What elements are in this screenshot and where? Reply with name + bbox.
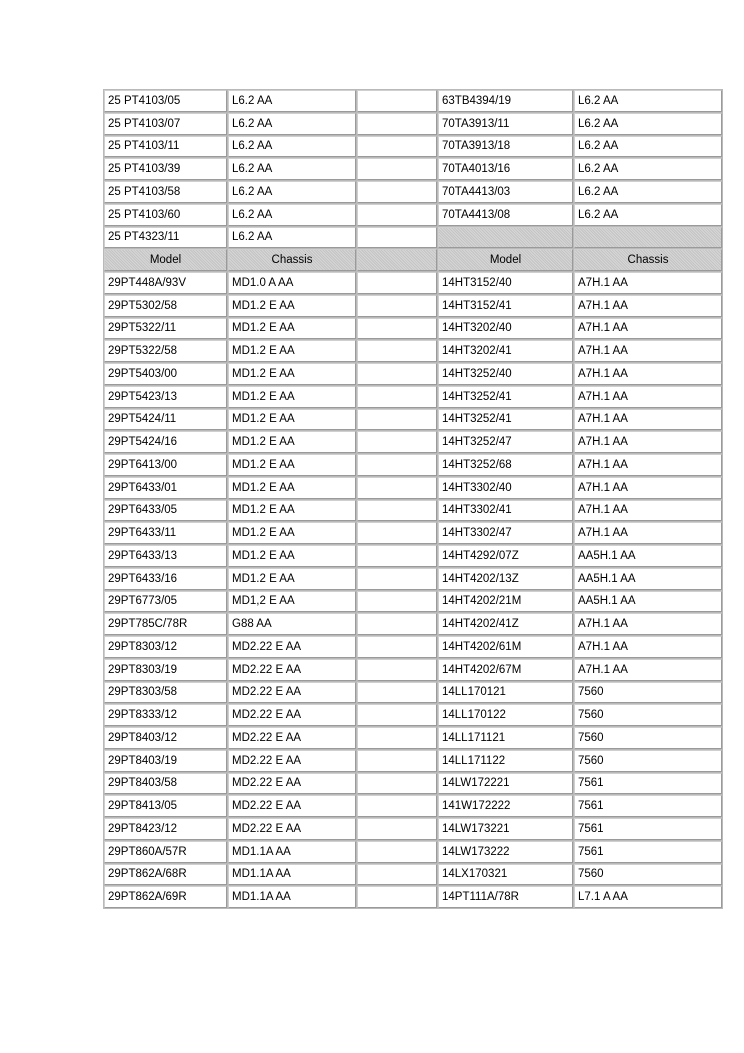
table-cell: AA5H.1 AA — [574, 568, 722, 590]
table-cell: L6.2 AA — [228, 90, 356, 112]
table-cell: 14LL171122 — [438, 750, 573, 772]
table-cell: 14LX170321 — [438, 864, 573, 886]
table-cell: 7561 — [574, 841, 722, 863]
table-cell — [357, 522, 437, 544]
table-row — [104, 454, 722, 476]
table-row — [104, 90, 722, 112]
table-cell: MD2.22 E AA — [228, 704, 356, 726]
table-cell: A7H.1 AA — [574, 318, 722, 340]
table-cell: L6.2 AA — [574, 204, 722, 226]
table-cell: 14HT3252/47 — [438, 431, 573, 453]
table-row — [104, 386, 722, 408]
column-header: Chassis — [228, 249, 356, 271]
table-cell: A7H.1 AA — [574, 636, 722, 658]
table-cell: 29PT5322/11 — [104, 318, 227, 340]
table-cell — [357, 136, 437, 158]
table-cell: MD1.2 E AA — [228, 568, 356, 590]
table-cell: 70TA4413/03 — [438, 181, 573, 203]
table-cell: 70TA4013/16 — [438, 158, 573, 180]
table-cell — [357, 318, 437, 340]
table-cell: L6.2 AA — [228, 204, 356, 226]
table-row — [104, 727, 722, 749]
table-row — [104, 568, 722, 590]
table-row — [104, 500, 722, 522]
table-cell — [357, 409, 437, 431]
table-cell — [357, 545, 437, 567]
table-cell: 7561 — [574, 818, 722, 840]
table-cell: MD2.22 E AA — [228, 636, 356, 658]
table-cell: L6.2 AA — [228, 113, 356, 135]
table-cell — [357, 272, 437, 294]
table-cell: 7560 — [574, 704, 722, 726]
table-cell: 14LW173222 — [438, 841, 573, 863]
table-cell: MD2.22 E AA — [228, 659, 356, 681]
table-row — [104, 841, 722, 863]
table-cell: 14HT4202/13Z — [438, 568, 573, 590]
table-cell: 29PT6433/05 — [104, 500, 227, 522]
table-cell: 14LL170122 — [438, 704, 573, 726]
table-cell: L6.2 AA — [574, 90, 722, 112]
table-cell — [357, 659, 437, 681]
table-cell: 14HT3152/40 — [438, 272, 573, 294]
table-cell — [357, 636, 437, 658]
table-cell: L6.2 AA — [228, 181, 356, 203]
table-cell — [357, 454, 437, 476]
table-row — [104, 295, 722, 317]
table-cell: 7560 — [574, 864, 722, 886]
table-cell — [357, 113, 437, 135]
table-cell — [357, 386, 437, 408]
table-cell: A7H.1 AA — [574, 409, 722, 431]
table-body — [104, 90, 722, 908]
table-cell: 29PT6433/16 — [104, 568, 227, 590]
table-cell — [357, 181, 437, 203]
table-cell — [357, 591, 437, 613]
table-cell: 14HT4292/07Z — [438, 545, 573, 567]
table-row — [104, 613, 722, 635]
table-cell: MD2.22 E AA — [228, 727, 356, 749]
table-cell: 29PT5322/58 — [104, 340, 227, 362]
table-cell: 70TA3913/18 — [438, 136, 573, 158]
table-cell: A7H.1 AA — [574, 295, 722, 317]
table-cell: MD2.22 E AA — [228, 795, 356, 817]
table-row — [104, 591, 722, 613]
table-row — [104, 659, 722, 681]
table-cell — [357, 682, 437, 704]
table-cell: A7H.1 AA — [574, 340, 722, 362]
table-cell — [357, 795, 437, 817]
table-row — [104, 272, 722, 294]
table-cell: L6.2 AA — [574, 181, 722, 203]
table-cell: L6.2 AA — [228, 136, 356, 158]
table-cell: 29PT8403/12 — [104, 727, 227, 749]
table-row — [104, 750, 722, 772]
table-cell — [357, 477, 437, 499]
model-chassis-table — [103, 89, 723, 909]
table-cell — [357, 90, 437, 112]
table-row — [104, 545, 722, 567]
table-cell: 7560 — [574, 750, 722, 772]
table-cell: 63TB4394/19 — [438, 90, 573, 112]
table-row — [104, 704, 722, 726]
table-row — [104, 773, 722, 795]
table-cell — [357, 227, 437, 249]
table-row — [104, 522, 722, 544]
table-cell: 29PT8413/05 — [104, 795, 227, 817]
table-cell: 70TA3913/11 — [438, 113, 573, 135]
table-cell: 14LL170121 — [438, 682, 573, 704]
table-cell: 14HT3302/47 — [438, 522, 573, 544]
table-cell — [357, 886, 437, 908]
table-cell: 29PT8303/19 — [104, 659, 227, 681]
table-cell: MD1.2 E AA — [228, 500, 356, 522]
table-cell: MD1.2 E AA — [228, 386, 356, 408]
table-cell — [357, 613, 437, 635]
table-row — [104, 886, 722, 908]
table-cell: 25 PT4103/60 — [104, 204, 227, 226]
table-row — [104, 227, 722, 249]
table-cell: 14HT3202/41 — [438, 340, 573, 362]
table-cell: 29PT5424/11 — [104, 409, 227, 431]
table-cell: 14HT3202/40 — [438, 318, 573, 340]
table-row — [104, 158, 722, 180]
table-row — [104, 818, 722, 840]
table-cell: 29PT6773/05 — [104, 591, 227, 613]
table-row — [104, 340, 722, 362]
table-cell: 14LL171121 — [438, 727, 573, 749]
table-cell: A7H.1 AA — [574, 522, 722, 544]
table-cell: AA5H.1 AA — [574, 591, 722, 613]
table-row — [104, 682, 722, 704]
table-cell: 7560 — [574, 682, 722, 704]
table-cell — [357, 841, 437, 863]
table-cell: 29PT8333/12 — [104, 704, 227, 726]
table-cell: 14HT3302/41 — [438, 500, 573, 522]
table-cell: A7H.1 AA — [574, 363, 722, 385]
table-row — [104, 204, 722, 226]
table-cell — [357, 340, 437, 362]
table-cell: A7H.1 AA — [574, 272, 722, 294]
table-cell: 29PT5424/16 — [104, 431, 227, 453]
table-cell: 29PT8303/12 — [104, 636, 227, 658]
table-cell: 25 PT4103/11 — [104, 136, 227, 158]
table-cell: L7.1 A AA — [574, 886, 722, 908]
table-row — [104, 181, 722, 203]
table-cell: MD1.2 E AA — [228, 431, 356, 453]
table-cell: 29PT8423/12 — [104, 818, 227, 840]
table-cell — [438, 227, 573, 249]
table-cell: 14HT3302/40 — [438, 477, 573, 499]
table-cell: MD1.2 E AA — [228, 545, 356, 567]
table-cell — [574, 227, 722, 249]
table-cell: 14HT3252/41 — [438, 409, 573, 431]
table-cell: 14LW172221 — [438, 773, 573, 795]
table-cell: MD1.2 E AA — [228, 477, 356, 499]
table-cell: G88 AA — [228, 613, 356, 635]
table-cell: 25 PT4103/07 — [104, 113, 227, 135]
table-cell — [357, 750, 437, 772]
table-cell: 29PT785C/78R — [104, 613, 227, 635]
table-cell: A7H.1 AA — [574, 431, 722, 453]
table-cell: MD1.1A AA — [228, 864, 356, 886]
table-cell: 29PT8403/58 — [104, 773, 227, 795]
table-cell: 29PT448A/93V — [104, 272, 227, 294]
table-cell: 25 PT4103/58 — [104, 181, 227, 203]
table-cell: 29PT6413/00 — [104, 454, 227, 476]
table-row — [104, 318, 722, 340]
table-cell: A7H.1 AA — [574, 386, 722, 408]
table-cell: 141W172222 — [438, 795, 573, 817]
table-cell: MD1.2 E AA — [228, 295, 356, 317]
table-cell: L6.2 AA — [574, 113, 722, 135]
table-cell: 29PT860A/57R — [104, 841, 227, 863]
table-row — [104, 409, 722, 431]
table-row — [104, 431, 722, 453]
table-cell: MD1.2 E AA — [228, 522, 356, 544]
column-header — [357, 249, 437, 271]
table-cell: L6.2 AA — [574, 136, 722, 158]
table-cell: MD1,2 E AA — [228, 591, 356, 613]
table-cell: MD1.2 E AA — [228, 454, 356, 476]
table-cell: MD1.2 E AA — [228, 363, 356, 385]
table-cell: 29PT5403/00 — [104, 363, 227, 385]
table-cell — [357, 773, 437, 795]
table-cell — [357, 568, 437, 590]
table-cell: MD2.22 E AA — [228, 682, 356, 704]
table-cell: L6.2 AA — [574, 158, 722, 180]
table-cell — [357, 431, 437, 453]
table-cell — [357, 204, 437, 226]
table-cell: 29PT6433/13 — [104, 545, 227, 567]
table-cell — [357, 158, 437, 180]
table-cell: 14HT3252/40 — [438, 363, 573, 385]
table-cell: 14LW173221 — [438, 818, 573, 840]
table-cell: MD2.22 E AA — [228, 773, 356, 795]
table-cell: MD1.2 E AA — [228, 318, 356, 340]
table-cell: MD1.1A AA — [228, 841, 356, 863]
table-cell: 14HT3252/68 — [438, 454, 573, 476]
column-header: Model — [104, 249, 227, 271]
table-cell: MD1.2 E AA — [228, 340, 356, 362]
table-cell: 7561 — [574, 773, 722, 795]
table-row — [104, 636, 722, 658]
table-cell: A7H.1 AA — [574, 500, 722, 522]
table-cell: 14HT4202/67M — [438, 659, 573, 681]
table-cell: 29PT5423/13 — [104, 386, 227, 408]
table-cell: 7561 — [574, 795, 722, 817]
table-cell — [357, 295, 437, 317]
column-header: Model — [438, 249, 573, 271]
table-cell: A7H.1 AA — [574, 613, 722, 635]
table-cell: 70TA4413/08 — [438, 204, 573, 226]
table-cell: 14HT4202/41Z — [438, 613, 573, 635]
table-cell: 29PT8303/58 — [104, 682, 227, 704]
table-cell: 14HT4202/61M — [438, 636, 573, 658]
table-header-row — [104, 249, 722, 271]
table-cell — [357, 363, 437, 385]
table-cell — [357, 818, 437, 840]
table-cell: 25 PT4323/11 — [104, 227, 227, 249]
table-cell: 25 PT4103/39 — [104, 158, 227, 180]
table-cell: 14HT3152/41 — [438, 295, 573, 317]
table-cell: 14PT111A/78R — [438, 886, 573, 908]
table-cell — [357, 864, 437, 886]
table-cell: 29PT6433/11 — [104, 522, 227, 544]
table-cell: 29PT862A/68R — [104, 864, 227, 886]
table-cell: 14HT4202/21M — [438, 591, 573, 613]
table-cell: 29PT5302/58 — [104, 295, 227, 317]
table-row — [104, 113, 722, 135]
table-cell: 29PT862A/69R — [104, 886, 227, 908]
table-cell: A7H.1 AA — [574, 454, 722, 476]
table-cell: L6.2 AA — [228, 227, 356, 249]
table-cell: 25 PT4103/05 — [104, 90, 227, 112]
table-cell — [357, 727, 437, 749]
table-row — [104, 136, 722, 158]
table-cell: 29PT8403/19 — [104, 750, 227, 772]
table-cell: MD1.1A AA — [228, 886, 356, 908]
table-cell: A7H.1 AA — [574, 477, 722, 499]
table-cell: MD1.0 A AA — [228, 272, 356, 294]
table-cell: MD1.2 E AA — [228, 409, 356, 431]
table-row — [104, 363, 722, 385]
table-cell — [357, 500, 437, 522]
table-cell — [357, 704, 437, 726]
table-cell: MD2.22 E AA — [228, 750, 356, 772]
table-cell: 14HT3252/41 — [438, 386, 573, 408]
table-cell: A7H.1 AA — [574, 659, 722, 681]
table-cell: MD2.22 E AA — [228, 818, 356, 840]
table-cell: AA5H.1 AA — [574, 545, 722, 567]
column-header: Chassis — [574, 249, 722, 271]
table-cell: L6.2 AA — [228, 158, 356, 180]
table-row — [104, 477, 722, 499]
table-row — [104, 795, 722, 817]
table-row — [104, 864, 722, 886]
table-cell: 7560 — [574, 727, 722, 749]
table-cell: 29PT6433/01 — [104, 477, 227, 499]
